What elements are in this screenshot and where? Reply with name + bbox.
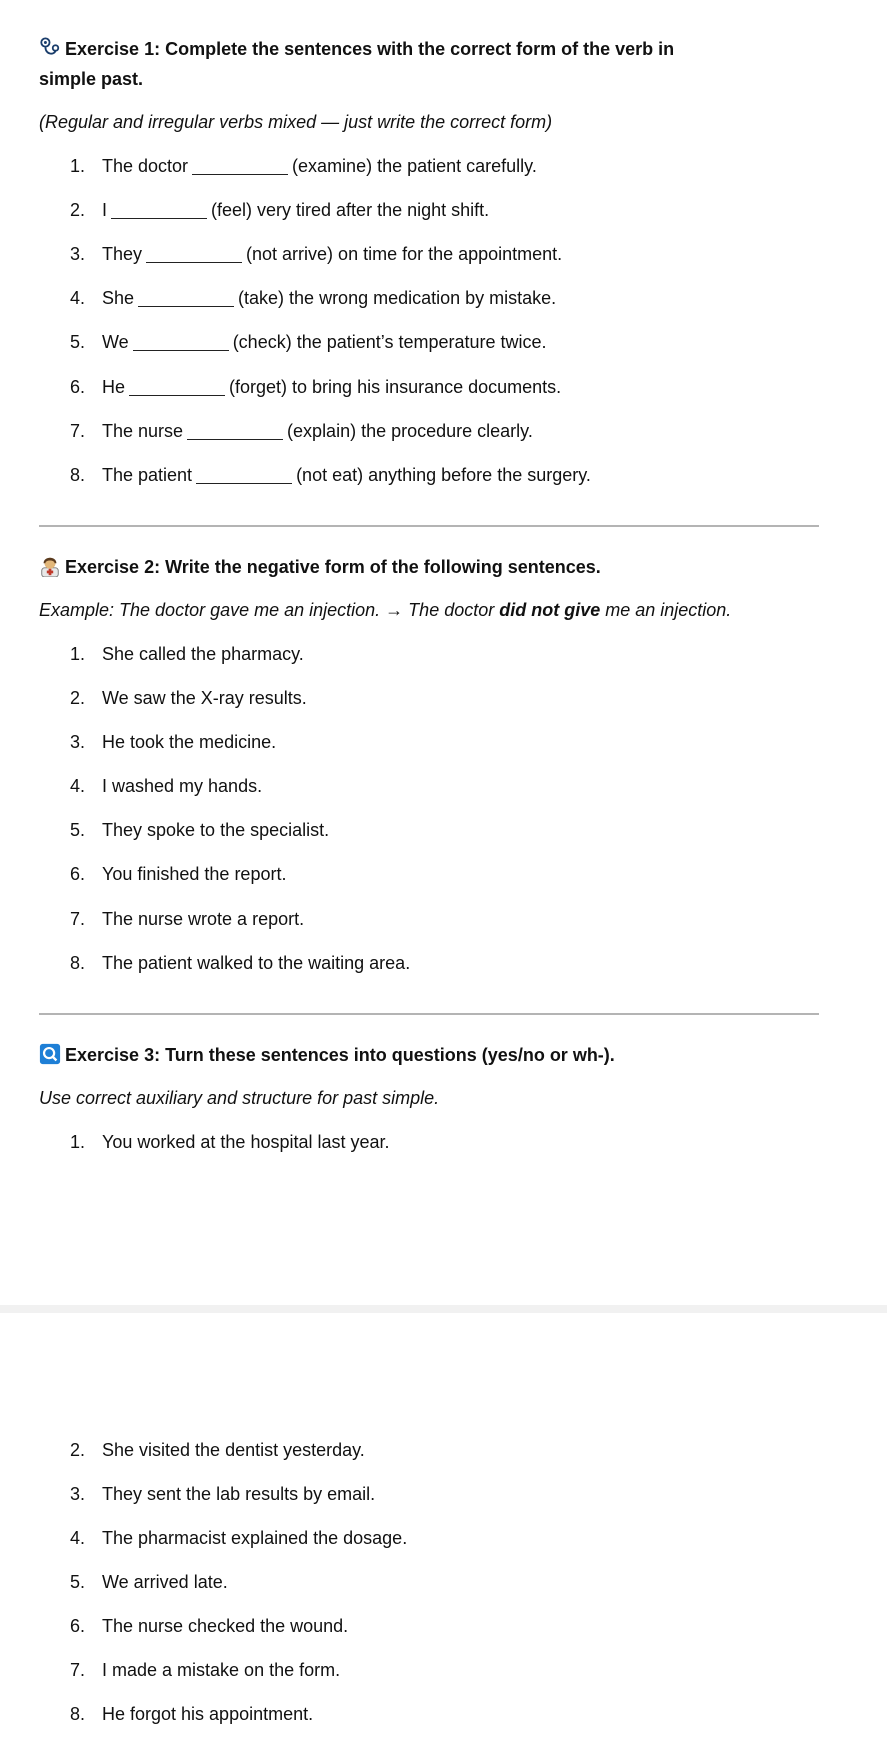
exercise1-title	[39, 34, 839, 94]
exercise3-item: 8. He forgot his appointment.	[70, 1704, 314, 1724]
question-icon	[39, 1043, 61, 1065]
exercise1-item: 7. The nurse (explain) the procedure clearly.	[70, 421, 533, 441]
answer-blank[interactable]	[138, 290, 234, 307]
answer-blank[interactable]	[146, 246, 242, 263]
answer-blank[interactable]	[187, 423, 283, 440]
page-break	[0, 1305, 887, 1313]
exercise2-item: 5. They spoke to the specialist.	[70, 820, 330, 840]
exercise3-item: 7. I made a mistake on the form.	[70, 1660, 341, 1680]
exercise2-item: 1. She called the pharmacy.	[70, 644, 304, 664]
answer-blank[interactable]	[133, 334, 229, 351]
exercise1-instruction: (Regular and irregular verbs mixed — just write the correct form)	[39, 112, 553, 132]
exercise1-item: 1. The doctor (examine) the patient carefully.	[70, 156, 537, 176]
exercise2-item: 7. The nurse wrote a report.	[70, 909, 305, 929]
exercise3-item: 6. The nurse checked the wound.	[70, 1616, 349, 1636]
exercise3-item: 5. We arrived late.	[70, 1572, 228, 1592]
exercise3-title-text: Exercise 3: Turn these sentences into questions (yes/no or wh-).	[65, 1045, 615, 1065]
answer-blank[interactable]	[129, 379, 225, 396]
exercise1-item: 8. The patient (not eat) anything before the surgery.	[70, 465, 591, 485]
exercise1-item: 3. They (not arrive) on time for the appointment.	[70, 244, 563, 264]
answer-blank[interactable]	[196, 467, 292, 484]
exercise3-item: 4. The pharmacist explained the dosage.	[70, 1528, 408, 1548]
exercise3-title	[39, 1040, 839, 1070]
exercise1-item: 5. We (check) the patient’s temperature twice.	[70, 332, 547, 352]
answer-blank[interactable]	[192, 158, 288, 175]
health-worker-icon	[39, 555, 61, 577]
exercise2-item: 3. He took the medicine.	[70, 732, 277, 752]
exercise1-title-line2: simple past.	[39, 69, 144, 89]
exercise2-title	[39, 552, 839, 582]
exercise3-instruction: Use correct auxiliary and structure for past simple.	[39, 1088, 440, 1108]
answer-blank[interactable]	[111, 202, 207, 219]
exercise2-title-text: Exercise 2: Write the negative form of the following sentences.	[65, 557, 601, 577]
exercise2-item: 2. We saw the X-ray results.	[70, 688, 307, 708]
exercise2-item: 6. You finished the report.	[70, 864, 287, 884]
section-divider	[39, 525, 819, 527]
exercise1-title-line1: Exercise 1: Complete the sentences with the correct form of the verb in	[65, 39, 675, 59]
exercise3-item: 3. They sent the lab results by email.	[70, 1484, 376, 1504]
exercise1-item: 4. She (take) the wrong medication by mistake.	[70, 288, 557, 308]
exercise3-item: 1. You worked at the hospital last year.	[70, 1132, 390, 1152]
exercise1-item: 2. I (feel) very tired after the night shift.	[70, 200, 490, 220]
exercise2-item: 4. I washed my hands.	[70, 776, 263, 796]
exercise2-example: Example: The doctor gave me an injection. → The doctor did not give me an injection.	[39, 600, 732, 620]
section-divider	[39, 1013, 819, 1015]
stethoscope-icon	[39, 37, 61, 59]
exercise3-item: 2. She visited the dentist yesterday.	[70, 1440, 365, 1460]
exercise2-item: 8. The patient walked to the waiting area.	[70, 953, 411, 973]
exercise1-item: 6. He (forget) to bring his insurance documents.	[70, 377, 562, 397]
